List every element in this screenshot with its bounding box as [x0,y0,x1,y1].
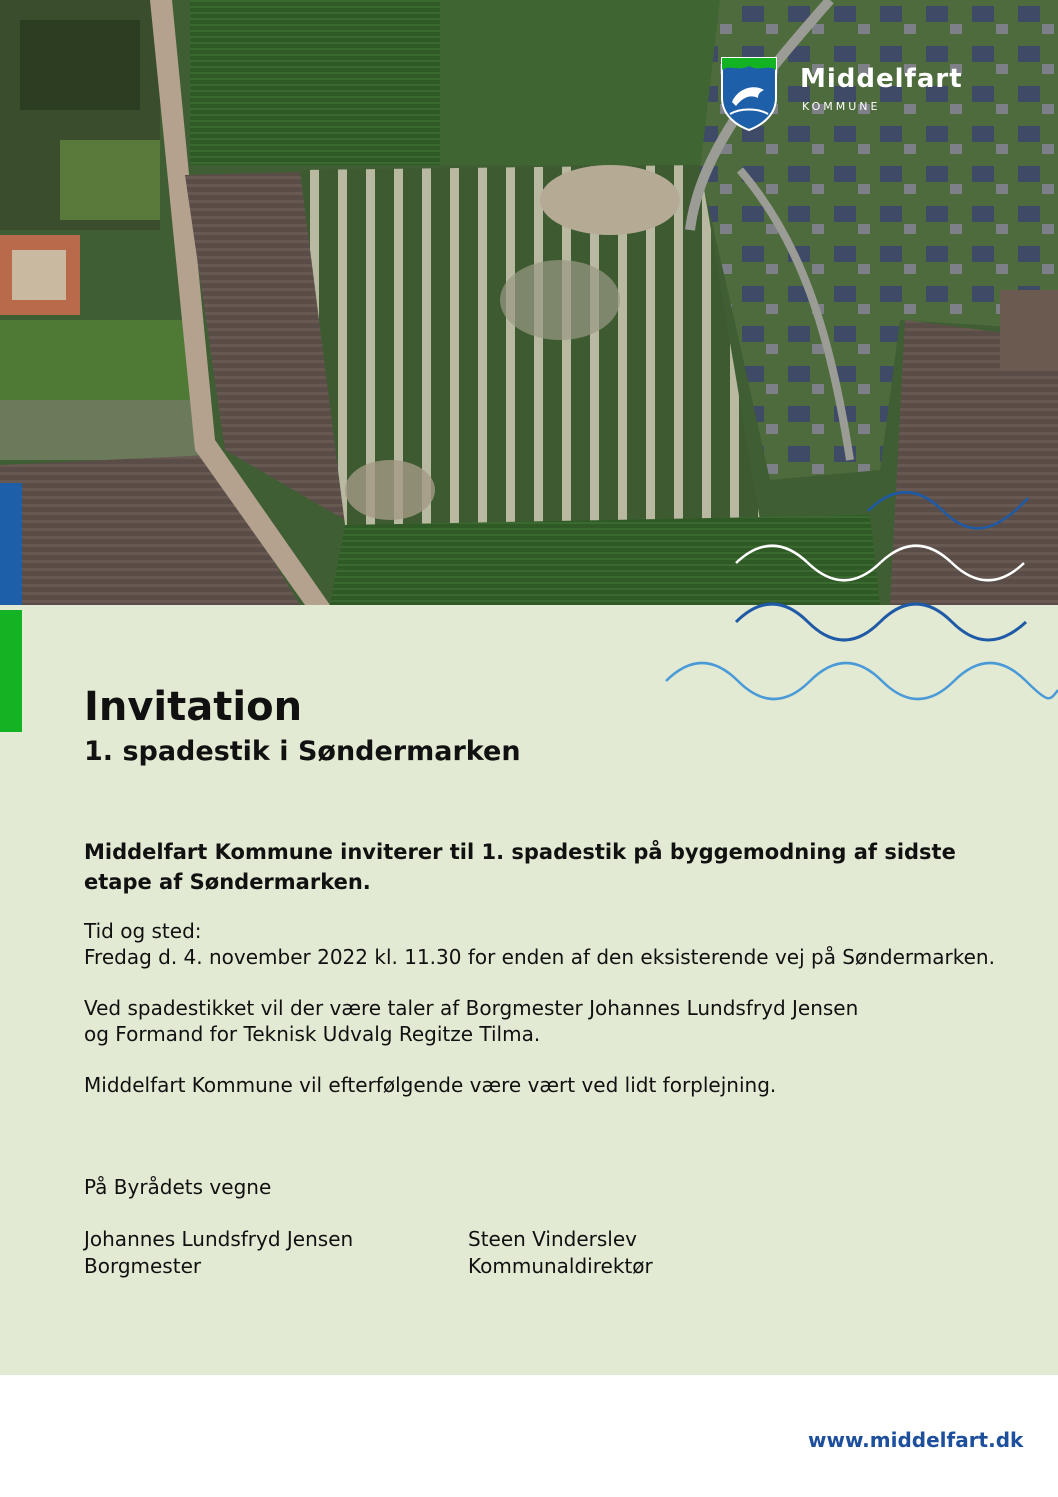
signatory-2 [468,1226,653,1280]
speakers-line-1: Ved spadestikket vil der være taler af Borgmester Johannes Lundsfryd Jensen [84,996,859,1020]
page-title: Invitation [84,684,303,730]
intro-line-1: Middelfart Kommune inviterer til 1. spadestik på byggemodning af sidste [84,840,956,864]
logo-subtitle: KOMMUNE [802,100,881,113]
website-link[interactable]: www.middelfart.dk [808,1428,1024,1452]
on-behalf-text: På Byrådets vegne [84,1175,272,1199]
signatory-2-name: Steen Vinderslev [468,1227,637,1251]
intro-paragraph [84,837,984,897]
green-accent-bar [0,610,22,732]
speakers-paragraph [84,995,1024,1047]
speakers-line-2: og Formand for Teknisk Udvalg Regitze Tilma. [84,1022,541,1046]
intro-line-2: etape af Søndermarken. [84,870,371,894]
signatory-1-name: Johannes Lundsfryd Jensen [84,1227,354,1251]
signatory-1 [84,1226,353,1280]
signatory-2-title: Kommunaldirektør [468,1254,653,1278]
blue-accent-bar [0,483,22,605]
time-place-paragraph [84,918,1024,970]
time-place-label: Tid og sted: [84,919,202,943]
signatory-1-title: Borgmester [84,1254,202,1278]
refreshments-paragraph: Middelfart Kommune vil efterfølgende være vært ved lidt forplejning. [84,1073,777,1097]
municipality-logo [720,56,990,134]
page-subtitle: 1. spadestik i Søndermarken [84,736,521,767]
logo-name: Middelfart [800,64,963,94]
time-place-text: Fredag d. 4. november 2022 kl. 11.30 for enden af den eksisterende vej på Søndermarken. [84,945,995,969]
dolphin-shield-icon [720,56,778,132]
